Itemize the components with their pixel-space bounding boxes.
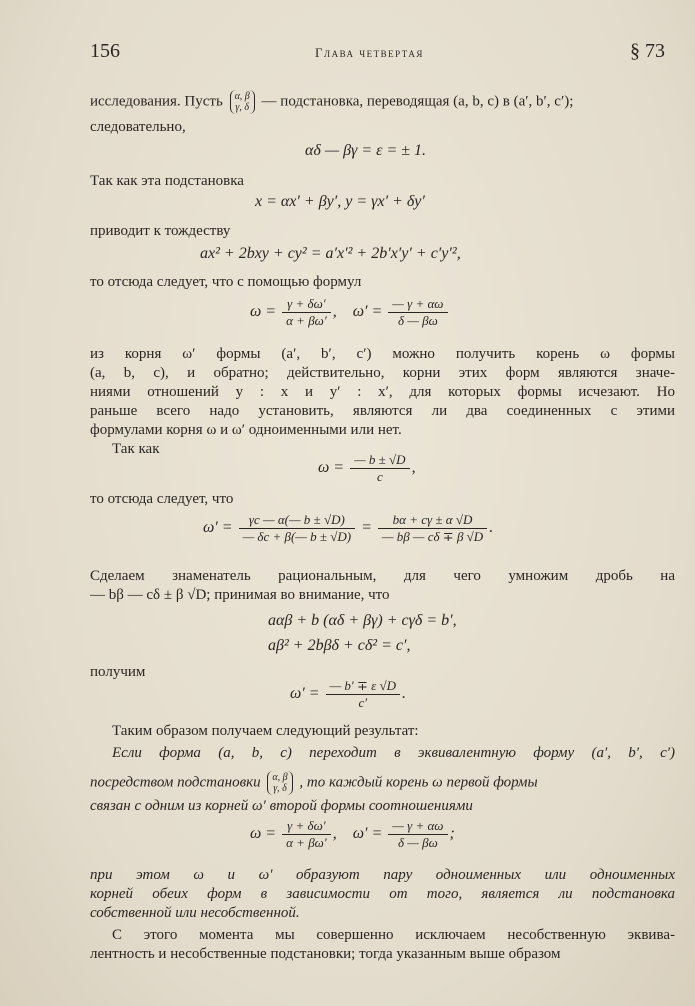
text-line: лентность и несобственные подстановки; тогда указанным выше образом bbox=[90, 946, 561, 962]
formula-omega-pair: ω = $\frac{\gamma + \delta\omega'}{\alpha + \beta\omega'}$ , ω′ = $\frac{— \gamma + \alpha\omega}{\delta — \beta\omega}$ ; bbox=[250, 818, 455, 850]
text-line: С этого момента мы совершенно исключаем несобственную эквива- bbox=[112, 927, 675, 943]
numerator: — b ± √D bbox=[350, 452, 409, 469]
matrix-row: α, β bbox=[272, 772, 288, 783]
formula-root: ω = $\frac{— b \pm √D}{c}$ , bbox=[318, 452, 416, 484]
theorem-line: собственной или несобственной. bbox=[90, 905, 300, 921]
text-line: приводит к тождеству bbox=[90, 223, 231, 239]
text-fragment: — подстановка, переводящая (a, b, c) в (a′, b′, c′); bbox=[261, 93, 574, 110]
formula-omega-pair: ω = $\frac{\gamma + \delta\omega'}{\alpha + \beta\omega'}$ , ω′ = $\frac{— \gamma + \alpha\omega}{\delta — \beta\omega}$ bbox=[250, 296, 450, 329]
substitution-matrix bbox=[267, 771, 292, 795]
formula: aβ² + 2bβδ + cδ² = c′, bbox=[268, 637, 411, 654]
formula-part: ω = bbox=[318, 459, 345, 477]
text-fragment: , то каждый корень ω первой формы bbox=[299, 774, 538, 791]
formula: x = αx′ + βy′, y = γx′ + δy′ bbox=[255, 193, 425, 210]
fraction bbox=[326, 678, 400, 711]
denominator: α + βω′ bbox=[286, 835, 327, 850]
formula-big: ω′ = $\frac{\gamma c — \alpha(— b \pm √D)}{— \delta c + \beta(— b \pm √D)}$ = $\frac{b\alpha + c\gamma \pm \alpha √D}{— b\beta — c\delta \mp \beta √D}$ . bbox=[203, 512, 494, 544]
numerator: — b′ ∓ ε √D bbox=[326, 678, 400, 695]
text-line: (a, b, c), и обратно; действительно, корни этих форм являются значе- bbox=[90, 365, 675, 381]
text-line: Сделаем знаменатель рациональным, для чего умножим дробь на bbox=[90, 568, 675, 584]
formula-part: ω′ = bbox=[203, 519, 233, 537]
text-line: следовательно, bbox=[90, 119, 186, 135]
denominator: α + βω′ bbox=[286, 313, 327, 328]
formula: ax² + 2bxy + cy² = a′x′² + 2b′x′y′ + c′y′², bbox=[200, 245, 461, 262]
matrix-row: α, β bbox=[234, 91, 250, 102]
matrix-row: γ, δ bbox=[273, 783, 287, 794]
denominator: c′ bbox=[358, 695, 368, 710]
section-number: § 73 bbox=[630, 40, 665, 62]
theorem-line: связан с одним из корней ω′ второй формы соотношениями bbox=[90, 798, 473, 814]
fraction bbox=[350, 452, 409, 485]
formula-part: ω′ = bbox=[290, 685, 320, 703]
fraction bbox=[282, 296, 331, 329]
formula: αδ — βγ = ε = ± 1. bbox=[305, 142, 427, 159]
numerator: bα + cγ ± α √D bbox=[378, 512, 487, 529]
fraction bbox=[388, 818, 447, 851]
text-line: Так как bbox=[112, 441, 160, 457]
text-line: раньше всего надо установить, являются ли два соединенных с этими bbox=[90, 403, 675, 419]
fraction bbox=[239, 512, 356, 545]
formula-result: ω′ = $\frac{— b' \mp \varepsilon √D}{c'}$ . bbox=[290, 678, 407, 710]
numerator: γ + δω′ bbox=[282, 296, 331, 313]
text-line: формулами корня ω и ω′ одноименными или нет. bbox=[90, 422, 402, 438]
formula-part: ω = bbox=[250, 825, 277, 843]
denominator: δ — βω bbox=[398, 835, 438, 850]
numerator: — γ + αω bbox=[388, 296, 447, 313]
formula-part: ω′ = bbox=[352, 303, 383, 321]
denominator: — δc + β(— b ± √D) bbox=[242, 529, 352, 544]
formula-part: ω = bbox=[250, 303, 277, 321]
matrix-row: γ, δ bbox=[235, 102, 249, 113]
theorem-line: при этом ω и ω′ образуют пару одноименных или одноименных bbox=[90, 867, 675, 883]
theorem-line: корней обеих форм в зависимости от того, является ли подстановка bbox=[90, 886, 675, 902]
fraction bbox=[282, 818, 331, 851]
text-fragment: исследования. Пусть bbox=[90, 93, 223, 110]
denominator: — bβ — cδ ∓ β √D bbox=[381, 529, 484, 544]
text-line: ниями отношений y : x и y′ : x′, для которых формы исчезают. Но bbox=[90, 384, 675, 400]
chapter-title: Глава четвертая bbox=[315, 45, 424, 60]
text-line: — bβ — cδ ± β √D; принимая во внимание, что bbox=[90, 587, 390, 603]
substitution-matrix bbox=[230, 90, 255, 114]
text-line: Так как эта подстановка bbox=[90, 173, 244, 189]
text-line: из корня ω′ формы (a′, b′, c′) можно получить корень ω формы bbox=[90, 346, 675, 362]
theorem-line bbox=[90, 771, 538, 795]
numerator: — γ + αω bbox=[388, 818, 447, 835]
text-line bbox=[90, 90, 573, 114]
denominator: c bbox=[376, 469, 383, 484]
text-line: Таким образом получаем следующий результат: bbox=[112, 723, 419, 739]
text-line: получим bbox=[90, 664, 146, 680]
formula-part: ω′ = bbox=[352, 825, 383, 843]
page-number: 156 bbox=[90, 40, 120, 62]
fraction bbox=[378, 512, 487, 545]
denominator: δ — βω bbox=[398, 313, 438, 328]
page-header bbox=[90, 40, 665, 64]
formula: aαβ + b (αδ + βγ) + cγδ = b′, bbox=[268, 612, 457, 629]
numerator: γc — α(— b ± √D) bbox=[239, 512, 356, 529]
numerator: γ + δω′ bbox=[282, 818, 331, 835]
text-line: то отсюда следует, что с помощью формул bbox=[90, 274, 362, 290]
fraction bbox=[388, 296, 447, 329]
theorem-line: Если форма (a, b, c) переходит в эквивалентную форму (a′, b′, c′) bbox=[112, 745, 675, 761]
text-line: то отсюда следует, что bbox=[90, 491, 234, 507]
text-fragment: посредством подстановки bbox=[90, 774, 261, 791]
